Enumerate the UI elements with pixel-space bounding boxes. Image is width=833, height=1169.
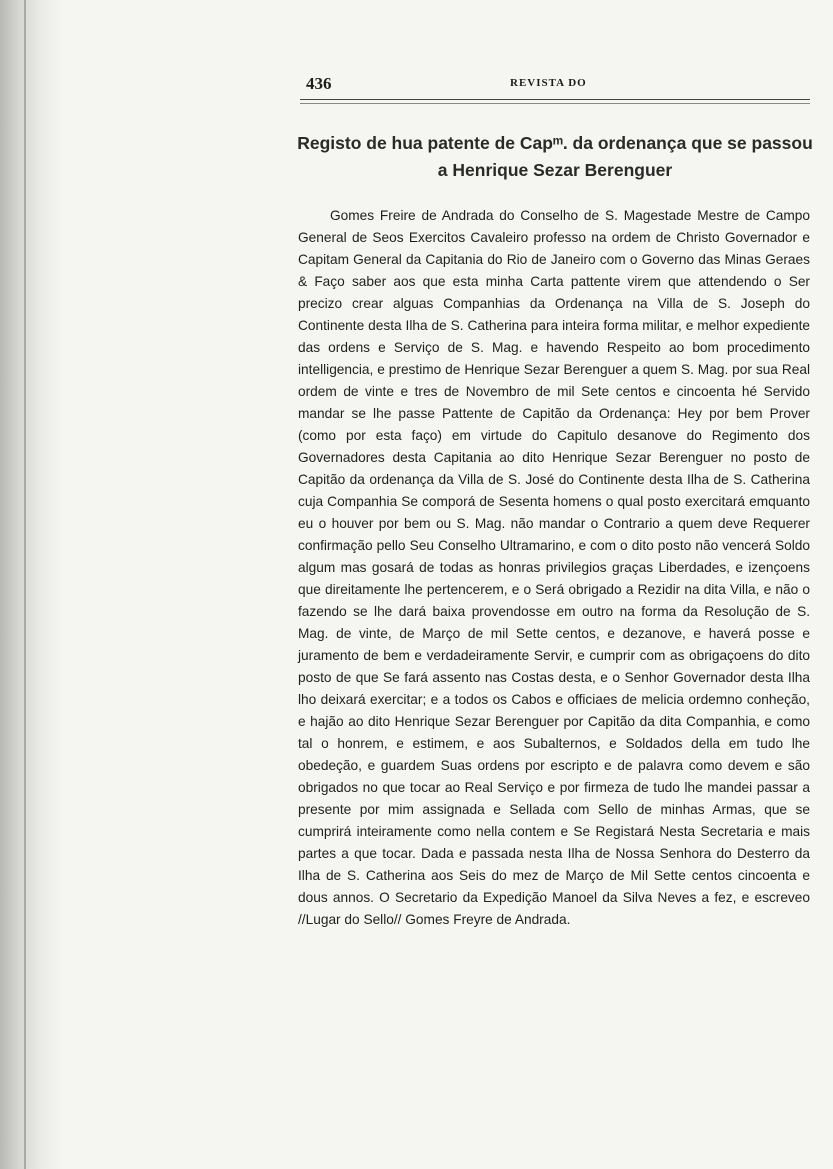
header-rule (300, 99, 810, 104)
page-number: 436 (306, 74, 332, 93)
spine-edge (24, 0, 26, 1169)
document-body: Gomes Freire de Andrada do Conselho de S. Magestade Mestre de Campo General de Seos Exercitos Cavaleiro professo na ordem de Christo Governador e Capitam General da Capitania do Rio de Janeiro com o Governo das Minas Geraes & Faço saber aos que esta minha Carta pattente virem que attendendo o Ser precizo crear alguas Companhias da Ordenança na Villa de S. Joseph do Continente desta Ilha de S. Catherina para inteira forma militar, e melhor expediente das ordens e Serviço de S. Mag. e havendo Respeito ao bom procedimento intelligencia, e prestimo de Henrique Sezar Berenguer a quem S. Mag. por sua Real ordem de vinte e tres de Novembro de mil Sete centos e cincoenta hé Servido mandar se lhe passe Pattente de Capitão da Ordenança: Hey por bem Prover (como por esta faço) em virtude do Capitulo desanove do Regimento dos Governadores desta Capitania ao dito Henrique Sezar Berenguer no posto de Capitão da ordenança da Villa de S. José do Continente desta Ilha de S. Catherina cuja Companhia Se comporá de Sesenta homens o qual posto exercitará emquanto eu o houver por bem ou S. Mag. não mandar o Contrario a quem deve Requerer confirmação pello Seu Conselho Ultramarino, e com o dito posto não vencerá Soldo algum mas gosará de todas as honras privilegios graças Liberdades, e izençoens que direitamente lhe pertencerem, e o Será obrigado a Rezidir na dita Villa, e não o fazendo se lhe dará baixa provendosse em outro na forma da Resolução de S. Mag. de vinte, de Março de mil Sette centos, e dezanove, e haverá posse e juramento de bem e verdadeiramente Servir, e cumprir com as obrigaçoens do dito posto de que Se fará assento nas Costas desta, e o Senhor Governador desta Ilha lho deixará exercitar; e a todos os Cabos e officiaes de melicia ordemno conheção, e hajão ao dito Henrique Sezar Berenguer por Capitão da dita Companhia, e como tal o honrem, e estimem, e aos Subalternos, e Soldados della em tudo lhe obedeção, e guardem Suas ordens por escripto e de palavra como devem e são obrigados no que tocar ao Real Serviço e por firmeza de tudo lhe mandei passar a presente por mim assignada e Sellada com Sello de minhas Armas, que se cumprirá inteiramente como nella contem e Se Registará Nesta Secretaria e mais partes a que tocar. Dada e passada nesta Ilha de Nossa Senhora do Desterro da Ilha de S. Catherina aos Seis do mez de Março de Mil Sette centos cincoenta e dous annos. O Secretario da Expedição Manoel da Silva Neves a fez, e escreveo //Lugar do Sello// Gomes Freyre de Andrada. (298, 208, 810, 927)
page-header (300, 74, 810, 98)
running-head: REVISTA DO (510, 77, 587, 89)
document-title: Registo de hua patente de Capᵐ. da ordenança que se passou a Henrique Sezar Berenguer (297, 133, 813, 180)
book-spine-shadow (0, 0, 62, 1169)
